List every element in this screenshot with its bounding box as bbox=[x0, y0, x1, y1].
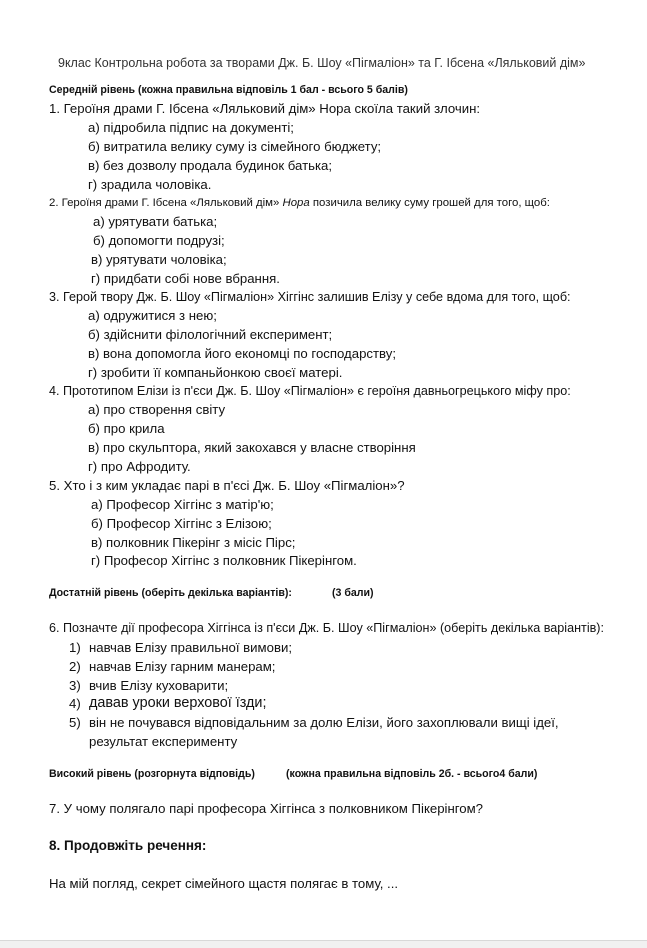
question-8-title: 8. Продовжіть речення: bbox=[49, 838, 207, 853]
q2-option-a: а) урятувати батька; bbox=[93, 214, 218, 229]
q2-option-c: в) урятувати чоловіка; bbox=[91, 252, 227, 267]
question-7: 7. У чому полягало парі професора Хіггінса з полковником Пікерінгом? bbox=[49, 801, 483, 816]
question-2-italic: Нора bbox=[282, 197, 310, 209]
section-high-points: (кожна правильна відповіль 2б. - всього4 бали) bbox=[286, 768, 538, 780]
q6-option-4: давав уроки верхової їзди; bbox=[89, 695, 267, 711]
q5-option-a: а) Професор Хіггінс з матір'ю; bbox=[91, 497, 274, 512]
q5-option-b: б) Професор Хіггінс з Елізою; bbox=[91, 516, 272, 531]
q4-option-b: б) про крила bbox=[88, 421, 165, 436]
q3-option-d: г) зробити її компаньйонкою своєї матері. bbox=[88, 365, 343, 380]
q4-option-a: а) про створення світу bbox=[88, 402, 226, 417]
question-2-part-a: 2. Героїня драми Г. Ібсена «Ляльковий дім» bbox=[49, 197, 283, 209]
q5-option-d: г) Професор Хіггінс з полковник Пікерінгом. bbox=[91, 553, 357, 568]
q1-option-a: а) підробила підпис на документі; bbox=[88, 120, 294, 135]
q6-option-5-num: 5) bbox=[69, 715, 81, 730]
section-medium-level: Середній рівень (кожна правильна відповіль 1 бал - всього 5 балів) bbox=[49, 84, 408, 96]
q6-option-1: навчав Елізу правильної вимови; bbox=[89, 640, 292, 655]
question-4: 4. Прототипом Елізи із п'єси Дж. Б. Шоу «Пігмаліон» є героїня давньогрецького міфу про: bbox=[49, 384, 571, 398]
q6-option-3-num: 3) bbox=[69, 678, 81, 693]
question-3: 3. Герой твору Дж. Б. Шоу «Пігмаліон» Хіггінс залишив Елізу у себе вдома для того, щоб: bbox=[49, 290, 571, 304]
question-1: 1. Героїня драми Г. Ібсена «Ляльковий дім» Нора скоїла такий злочин: bbox=[49, 101, 481, 116]
q6-option-1-num: 1) bbox=[69, 640, 81, 655]
q4-option-c: в) про скульптора, який закохався у власне створіння bbox=[88, 440, 416, 455]
document-title: 9клас Контрольна робота за творами Дж. Б. Шоу «Пігмаліон» та Г. Ібсена «Ляльковий дім» bbox=[58, 56, 586, 70]
q6-option-2-num: 2) bbox=[69, 659, 81, 674]
q1-option-b: б) витратила велику суму із сімейного бюджету; bbox=[88, 139, 382, 154]
section-high-level: Високий рівень (розгорнута відповідь) bbox=[49, 768, 255, 780]
q1-option-d: г) зрадила чоловіка. bbox=[88, 177, 212, 192]
q6-option-5: він не почувався відповідальним за долю Елізи, його захоплювали вищі ідеї, bbox=[89, 715, 559, 730]
question-2 bbox=[49, 197, 550, 209]
question-5: 5. Хто і з ким укладає парі в п'єсі Дж. Б. Шоу «Пігмаліон»? bbox=[49, 478, 405, 493]
q4-option-d: г) про Афродиту. bbox=[88, 459, 191, 474]
q6-option-3: вчив Елізу куховарити; bbox=[89, 678, 229, 693]
section-sufficient-points: (3 бали) bbox=[332, 587, 374, 599]
q3-option-a: а) одружитися з нею; bbox=[88, 308, 217, 323]
question-8-sentence: На мій погляд, секрет сімейного щастя полягає в тому, ... bbox=[49, 876, 399, 891]
question-2-part-b: позичила велику суму грошей для того, щоб: bbox=[309, 197, 550, 209]
question-6: 6. Позначте дії професора Хіггінса із п'єси Дж. Б. Шоу «Пігмаліон» (оберіть декілька варіантів): bbox=[49, 621, 604, 635]
q1-option-c: в) без дозволу продала будинок батька; bbox=[88, 158, 333, 173]
q5-option-c: в) полковник Пікерінг з місіс Пірс; bbox=[91, 535, 296, 550]
q6-option-5-cont: результат експерименту bbox=[89, 734, 238, 749]
section-sufficient-level: Достатній рівень (оберіть декілька варіантів): bbox=[49, 587, 292, 599]
q2-option-b: б) допомогти подрузі; bbox=[93, 233, 225, 248]
q3-option-c: в) вона допомогла його економці по господарству; bbox=[88, 346, 397, 361]
q6-option-4-num: 4) bbox=[69, 696, 81, 711]
q3-option-b: б) здійснити філологічний експеримент; bbox=[88, 327, 333, 342]
q6-option-2: навчав Елізу гарним манерам; bbox=[89, 659, 276, 674]
q2-option-d: г) придбати собі нове вбрання. bbox=[91, 271, 280, 286]
